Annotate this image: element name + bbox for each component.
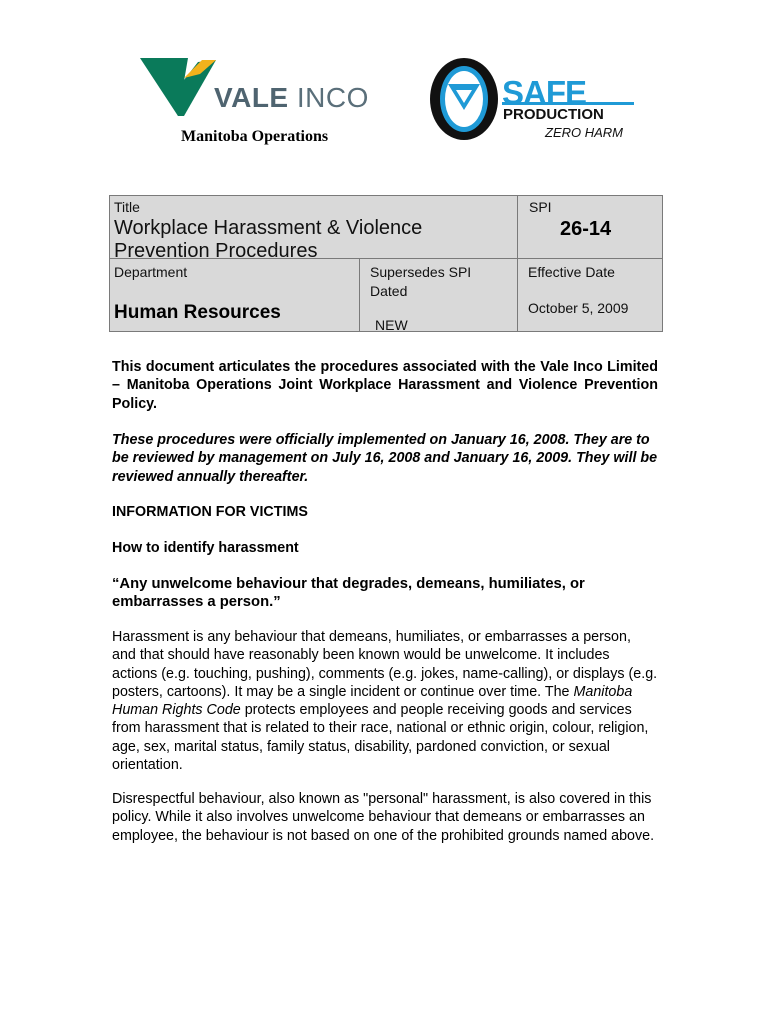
title-label: Title <box>114 199 140 215</box>
human-rights-code-reference: Manitoba Human Rights Code <box>112 683 633 719</box>
supersedes-label-line1: Supersedes SPI <box>370 264 472 280</box>
harassment-definition-quote: “Any unwelcome behaviour that degrades, demeans, humiliates, or embarrasses a person.” <box>112 576 585 611</box>
safe-logo-production: PRODUCTION <box>503 106 604 123</box>
operations-title: Manitoba Operations <box>181 128 329 145</box>
safe-logo-zero-harm: ZERO HARM <box>545 125 623 140</box>
section-heading: INFORMATION FOR VICTIMS <box>112 504 308 520</box>
disrespectful-behaviour-paragraph: Disrespectful behaviour, also known as "personal" harassment, is also covered in this policy. While it also involves unwelcome behaviour that demeans or embarrasses an employee, the behaviour is not based on one of the prohibited grounds named above. <box>112 791 655 844</box>
subheading: How to identify harassment <box>112 540 299 556</box>
vale-logo-wordmark: VALE INCO <box>214 82 369 113</box>
document-title-line2: Prevention Procedures <box>114 240 318 262</box>
supersedes-value: NEW <box>375 317 408 333</box>
spi-label: SPI <box>529 199 552 215</box>
implementation-paragraph: These procedures were officially implemented on January 16, 2008. They are to be reviewed by management on July 16, 2008 and January 16, 2009. They will be reviewed annually thereafter. <box>112 432 658 485</box>
effective-date-value: October 5, 2009 <box>528 300 629 316</box>
document-title-line1: Workplace Harassment & Violence <box>114 217 423 239</box>
document-header-table <box>109 195 663 332</box>
spi-number: 26-14 <box>560 218 612 240</box>
supersedes-label-line2: Dated <box>370 283 408 299</box>
department-label: Department <box>114 264 188 280</box>
department-value: Human Resources <box>114 302 281 323</box>
intro-paragraph: This document articulates the procedures associated with the Vale Inco Limited – Manitoba Operations Joint Workplace Harassment and Violence Prevention Policy. <box>112 359 658 412</box>
harassment-description-paragraph: Harassment is any behaviour that demeans, humiliates, or embarrasses a person, and that should have reasonably been known would be unwelcome. It includes actions (e.g. touching, pushing), comments (e.g. jokes, name-calling), or displays (e.g. posters, cartoons). It may be a single incident or continue over time. The Manitoba Human Rights Code protects employees and people receiving goods and services from harassment that is related to their race, national or ethnic origin, colour, religion, age, sex, marital status, family status, disability, pardoned conviction, or sexual orientation. <box>112 629 658 774</box>
safe-logo-word: SAFE <box>502 74 587 111</box>
effective-date-label: Effective Date <box>528 264 615 280</box>
